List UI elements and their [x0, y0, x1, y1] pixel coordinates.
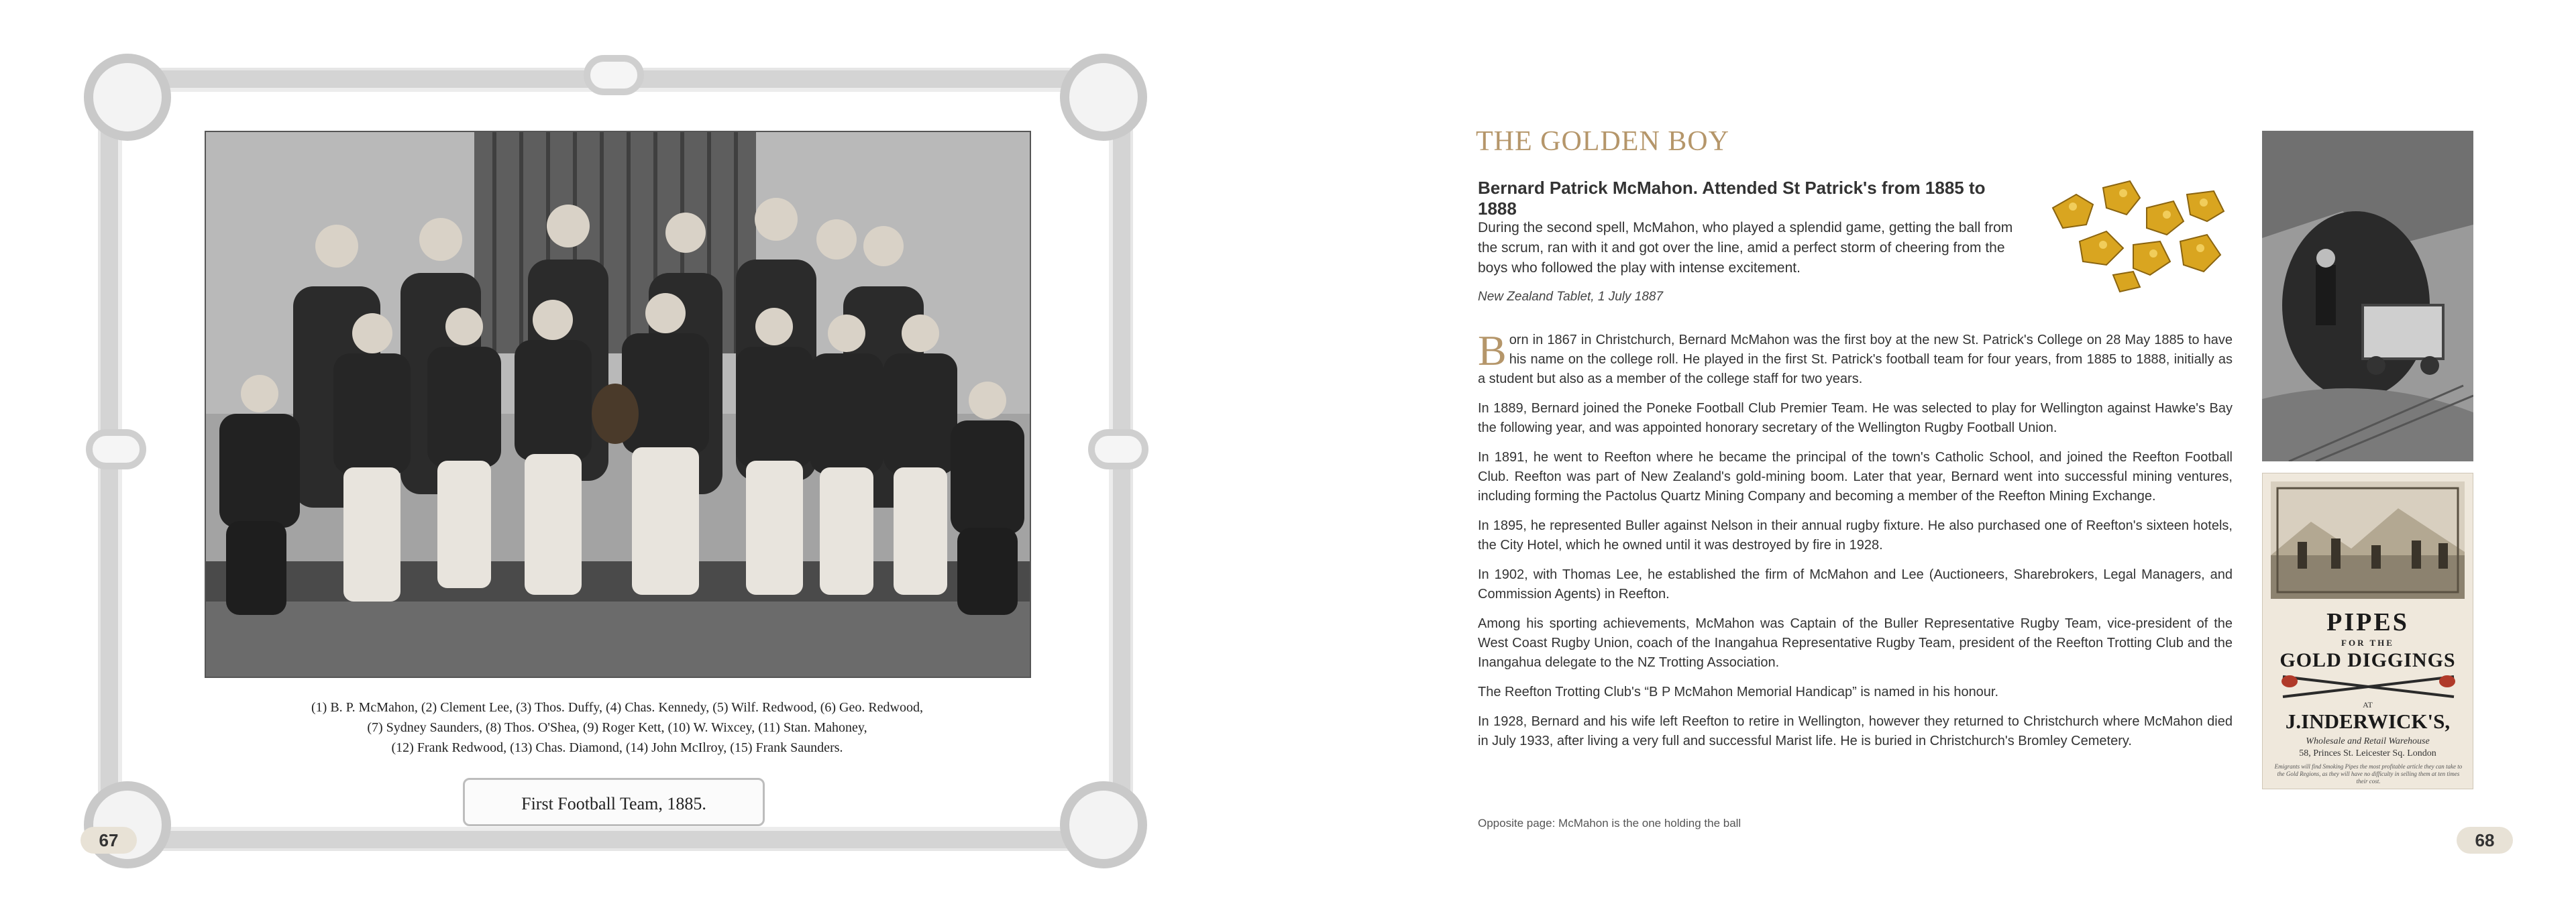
paragraph: In 1889, Bernard joined the Poneke Football Club Premier Team. He was selected to play for Wellington against Hawke's Bay the following year, and was appointed honorary secretary of the Wellington Rugby Football Union. [1478, 401, 2233, 435]
paragraph-text: orn in 1867 in Christchurch, Bernard McMahon was the first boy at the new St. Patrick's College on 28 May 1885 to have his name on the college roll. He played in the first St. Patrick's football team for four years, from 1885 to 1888, initially as a student but also as a member of the college staff for two years. [1478, 333, 2233, 386]
caption-line: (12) Frank Redwood, (13) Chas. Diamond, (14) John McIlroy, (15) Frank Saunders. [391, 740, 843, 755]
caption-line: (7) Sydney Saunders, (8) Thos. O'Shea, (9) Roger Kett, (10) W. Wixcey, (11) Stan. Mahoney, [367, 720, 867, 735]
team-photo [205, 131, 1031, 678]
frame-side-ornament [1088, 429, 1148, 469]
frame-top-ornament [584, 55, 644, 95]
photo-title-plate: First Football Team, 1885. [463, 778, 765, 826]
gold-nuggets-image [2039, 168, 2241, 295]
frame-side-ornament [86, 429, 146, 469]
poster-for-the-text: FOR THE [2341, 638, 2394, 648]
poster-at-text: AT [2363, 700, 2373, 709]
page-number-right: 68 [2457, 827, 2513, 854]
quote-source: New Zealand Tablet, 1 July 1887 [1478, 290, 1664, 304]
paragraph: In 1928, Bernard and his wife left Reefton to retire in Wellington, however they returned to Christchurch where McMahon died in July 1933, after living a very full and successful Marist life. He is buried in Christchurch's Bromley Cemetery. [1478, 714, 2233, 748]
mine-photo [2262, 131, 2473, 461]
paragraph: Among his sporting achievements, McMahon was Captain of the Buller Representative Rugby Team, vice-president of the West Coast Rugby Union, coach of the Inangahua Representative Rugby Team, president of the Reefton Trotting Club and the Inangahua delegate to the NZ Trotting Association. [1478, 616, 2233, 670]
pull-quote: During the second spell, McMahon, who played a splendid game, getting the ball from the scrum, ran with it and got over the line, amid a perfect storm of cheering from the boys who followed the play with intense excitement. [1478, 220, 2013, 276]
poster-engraving [2271, 481, 2465, 599]
paragraph: In 1902, with Thomas Lee, he established the firm of McMahon and Lee (Auctioneers, Sharebrokers, Legal Managers, and Commission Agents) in Reefton. [1478, 567, 2233, 602]
frame-corner-ornament [84, 781, 171, 868]
caption-line: (1) B. P. McMahon, (2) Clement Lee, (3) Thos. Duffy, (4) Chas. Kennedy, (5) Wilf. Redwood, (6) Geo. Redwood, [311, 700, 923, 715]
team-photo-graphic [206, 132, 1030, 677]
frame-corner-ornament [1060, 781, 1147, 868]
paragraph: In 1891, he went to Reefton where he became the principal of the town's Catholic School, and joined the Reefton Football Club. Reefton was part of New Zealand's gold-mining boom. Later that year, Bernard went into successful mining ventures, including forming the Pactolus Quartz Mining Company and becoming a member of the Reefton Mining Exchange. [1478, 450, 2233, 504]
drop-cap: B [1478, 327, 1507, 374]
chapter-heading: THE GOLDEN BOY [1476, 126, 1729, 157]
frame-corner-ornament [1060, 54, 1147, 141]
pipes-advertisement-poster [2262, 473, 2473, 789]
subheading: Bernard Patrick McMahon. Attended St Patrick's from 1885 to 1888 [1478, 178, 1986, 219]
photo-caption-names [221, 697, 1013, 758]
mine-photo-graphic [2262, 131, 2473, 461]
frame-corner-ornament [84, 54, 171, 141]
paragraph: In 1895, he represented Buller against Nelson in their annual rugby fixture. He also purchased one of Reefton's sixteen hotels, the City Hotel, which he owned until it was destroyed by fire in 1928. [1478, 518, 2233, 553]
page-number-left: 67 [80, 827, 137, 854]
poster-gold-diggings-text: GOLD DIGGINGS [2279, 649, 2456, 671]
paragraph [1478, 327, 2233, 389]
opposite-page-caption: Opposite page: McMahon is the one holding the ball [1478, 817, 1741, 830]
poster-wholesale-text: Wholesale and Retail Warehouse [2306, 736, 2430, 746]
poster-address: 58, Princes St. Leicester Sq. London [2299, 748, 2436, 758]
poster-merchant-name: J.INDERWICK'S, [2285, 709, 2451, 733]
paragraph: The Reefton Trotting Club's “B P McMahon Memorial Handicap” is named in his honour. [1478, 685, 1999, 699]
poster-fine-print: Emigrants will find Smoking Pipes the most profitable article they can take to the Gold Regions, as they will have no difficulty in selling them at ten times their cost. [2274, 763, 2463, 785]
poster-pipes-text: PIPES [2326, 608, 2409, 636]
crossed-pipes-icon [2276, 673, 2461, 700]
article-body [1478, 327, 2233, 761]
